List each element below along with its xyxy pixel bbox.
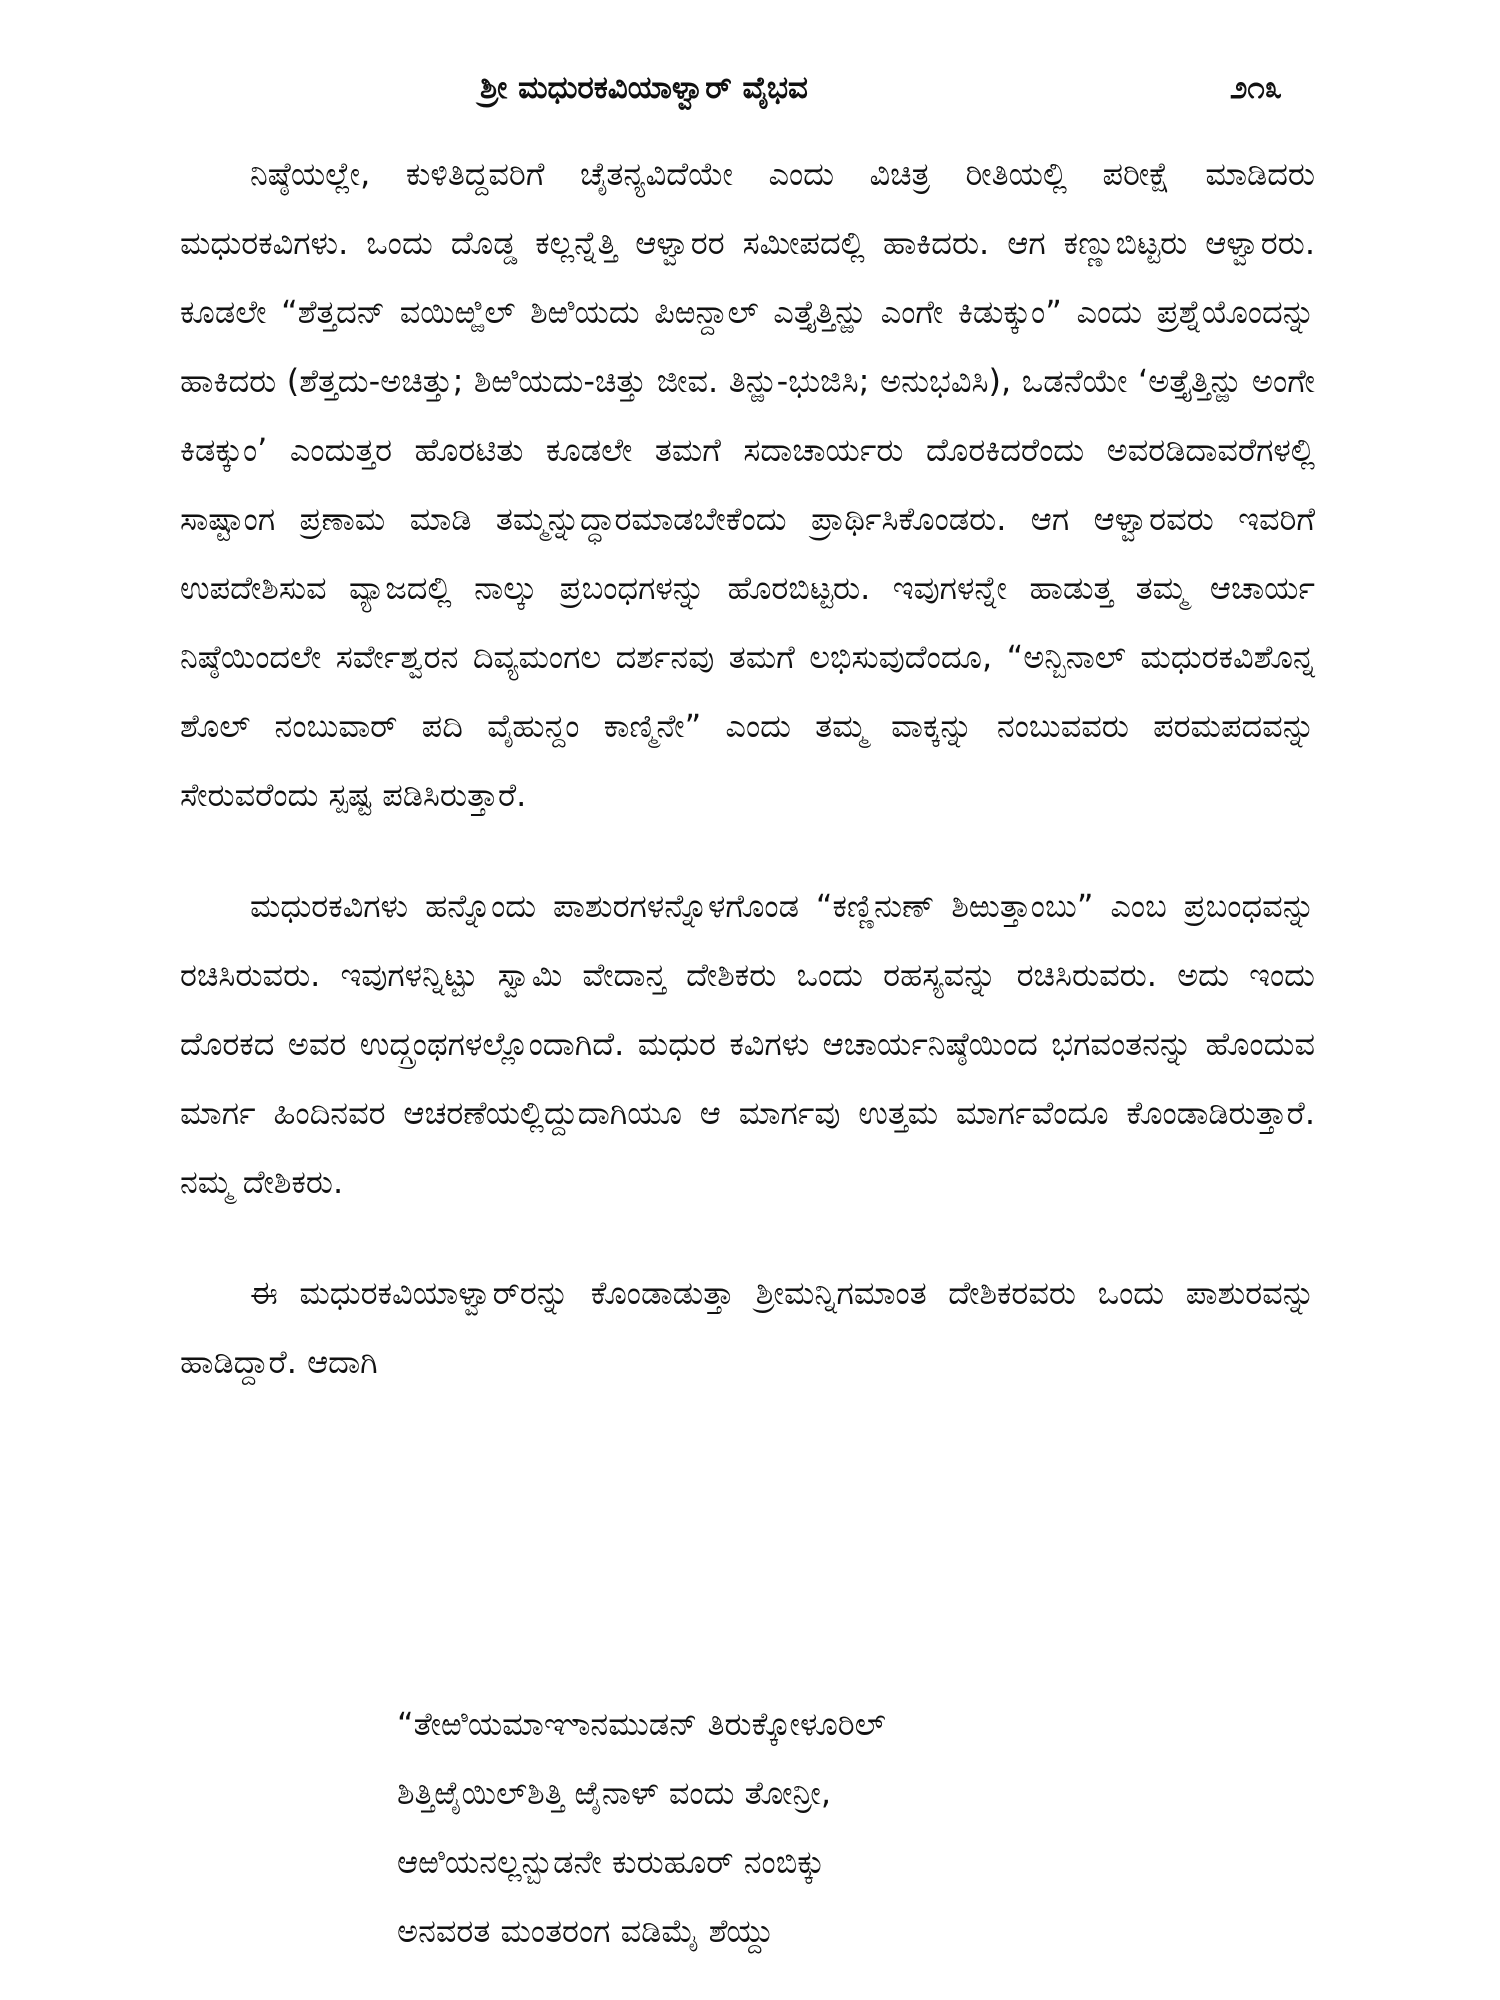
- paragraph-3: ಈ ಮಧುರಕವಿಯಾಳ್ವಾರ್‌ರನ್ನು ಕೊಂಡಾಡುತ್ತಾ ಶ್ರೀಮನ್ನಿಗಮಾಂತ ದೇಶಿಕರವರು ಒಂದು ಪಾಶುರವನ್ನು ಹಾಡಿದ್ದಾರೆ. ಆದಾಗಿ: [180, 1274, 1315, 1381]
- verse-line: ಶಿತ್ತಿಱೈಯಿಲ್‌ಶಿತ್ತಿ ಱೈನಾಳ್ ವಂದು ತೋನ್ರೀ,: [397, 1774, 832, 1812]
- body-text: [180, 140, 1315, 1397]
- running-header: [0, 70, 1500, 130]
- verse-line: “ತೇಱಿಯಮಾಞಾನಮುಡನ್ ತಿರುಕ್ಕೋಳೂರಿಲ್: [397, 1705, 886, 1743]
- paragraph-2: ಮಧುರಕವಿಗಳು ಹನ್ನೊಂದು ಪಾಶುರಗಳನ್ನೊಳಗೊಂಡ “ಕಣ್ಣಿನುಣ್ ಶಿಱುತ್ತಾಂಬು” ಎಂಬ ಪ್ರಬಂಧವನ್ನು ರಚಿಸಿರುವರು. ಇವುಗಳನ್ನಿಟ್ಟು ಸ್ವಾಮಿ ವೇದಾನ್ತ ದೇಶಿಕರು ಒಂದು ರಹಸ್ಯವನ್ನು ರಚಿಸಿರುವರು. ಅದು ಇಂದು ದೊರಕದ ಅವರ ಉದ್ಗ್ರಂಥಗಳಲ್ಲೊಂದಾಗಿದೆ. ಮಧುರ ಕವಿಗಳು ಆಚಾರ್ಯನಿಷ್ಠೆಯಿಂದ ಭಗವಂತನನ್ನು ಹೊಂದುವ ಮಾರ್ಗ ಹಿಂದಿನವರ ಆಚರಣೆಯಲ್ಲಿದ್ದುದಾಗಿಯೂ ಆ ಮಾರ್ಗವು ಉತ್ತಮ ಮಾರ್ಗವೆಂದೂ ಕೊಂಡಾಡಿರುತ್ತಾರೆ. ನಮ್ಮ ದೇಶಿಕರು.: [180, 887, 1315, 1201]
- paragraph-1: ನಿಷ್ಠೆಯಲ್ಲೇ, ಕುಳಿತಿದ್ದವರಿಗೆ ಚೈತನ್ಯವಿದೆಯೇ ಎಂದು ವಿಚಿತ್ರ ರೀತಿಯಲ್ಲಿ ಪರೀಕ್ಷೆ ಮಾಡಿದರು ಮಧುರಕವಿಗಳು. ಒಂದು ದೊಡ್ಡ ಕಲ್ಲನ್ನೆತ್ತಿ ಆಳ್ವಾರರ ಸಮೀಪದಲ್ಲಿ ಹಾಕಿದರು. ಆಗ ಕಣ್ಣುಬಿಟ್ಟರು ಆಳ್ವಾರರು. ಕೂಡಲೇ “ಶೆತ್ತದನ್ ವಯಿಱ್ಱಿಲ್ ಶಿಱಿಯದು ಪಿಱನ್ದಾಲ್ ಎತ್ತೈತ್ತಿನ್ಱು ಎಂಗೇ ಕಿಡುಕ್ಕುಂ” ಎಂದು ಪ್ರಶ್ನೆಯೊಂದನ್ನು ಹಾಕಿದರು (ಶೆತ್ತದು-ಅಚಿತ್ತು; ಶಿಱಿಯದು-ಚಿತ್ತು ಜೀವ. ತಿನ್ಱು-ಭುಜಿಸಿ; ಅನುಭವಿಸಿ), ಒಡನೆಯೇ ‘ಅತ್ತೈತ್ತಿನ್ಱು ಅಂಗೇ ಕಿಡಕ್ಕುಂ’ ಎಂದುತ್ತರ ಹೊರಟಿತು ಕೂಡಲೇ ತಮಗೆ ಸದಾಚಾರ್ಯರು ದೊರಕಿದರೆಂದು ಅವರಡಿದಾವರೆಗಳಲ್ಲಿ ಸಾಷ್ಟಾಂಗ ಪ್ರಣಾಮ ಮಾಡಿ ತಮ್ಮನ್ನುದ್ಧಾರಮಾಡಬೇಕೆಂದು ಪ್ರಾರ್ಥಿಸಿಕೊಂಡರು. ಆಗ ಆಳ್ವಾರವರು ಇವರಿಗೆ ಉಪದೇಶಿಸುವ ವ್ಯಾಜದಲ್ಲಿ ನಾಲ್ಕು ಪ್ರಬಂಧಗಳನ್ನು ಹೊರಬಿಟ್ಟರು. ಇವುಗಳನ್ನೇ ಹಾಡುತ್ತ ತಮ್ಮ ಆಚಾರ್ಯ ನಿಷ್ಠೆಯಿಂದಲೇ ಸರ್ವೇಶ್ವರನ ದಿವ್ಯಮಂಗಲ ದರ್ಶನವು ತಮಗೆ ಲಭಿಸುವುದೆಂದೂ, “ಅನ್ಬಿನಾಲ್ ಮಧುರಕವಿಶೊನ್ನ ಶೊಲ್ ನಂಬುವಾರ್ ಪದಿ ವೈಹುನ್ದಂ ಕಾಣ್ಮಿನೇ” ಎಂದು ತಮ್ಮ ವಾಕ್ಕನ್ನು ನಂಬುವವರು ಪರಮಪದವನ್ನು ಸೇರುವರೆಂದು ಸ್ಪಷ್ಟ ಪಡಿಸಿರುತ್ತಾರೆ.: [180, 155, 1315, 814]
- running-title: ಶ್ರೀ ಮಧುರಕವಿಯಾಳ್ವಾರ್ ವೈಭವ: [480, 70, 808, 106]
- verse-block: [397, 1690, 1297, 1966]
- verse-line: ಅನವರತ ಮಂತರಂಗ ವಡಿಮೈ ಶೆಯ್ದು: [397, 1912, 774, 1950]
- verse-line: ಆಱಿಯನಲ್ಲನ್ಬುಡನೇ ಕುರುಹೂರ್ ನಂಬಿಕ್ಕು: [397, 1843, 825, 1881]
- page-number: ೨೧೩: [1230, 70, 1283, 106]
